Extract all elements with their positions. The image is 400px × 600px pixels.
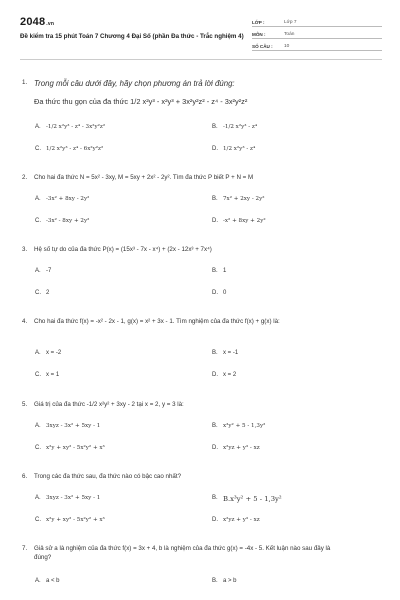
option-c[interactable] xyxy=(35,372,59,378)
option-d[interactable] xyxy=(212,445,260,451)
option-a[interactable] xyxy=(35,423,100,429)
option-d[interactable] xyxy=(212,146,255,152)
option-d[interactable] xyxy=(212,290,226,296)
meta-value: Toán xyxy=(284,31,295,37)
option-letter: B. xyxy=(212,196,218,202)
option-text: x = 2 xyxy=(223,372,237,378)
option-text: a > b xyxy=(223,578,237,584)
question-text: Cho hai đa thức f(x) = -x² - 2x - 1, g(x) = x² + 3x - 1. Tìm nghiệm của đa thức f(x) + g(x) là: xyxy=(34,318,280,325)
option-text: x = -2 xyxy=(46,350,62,356)
option-text: 1/2 x²y³ - z⁴ - 6x²y²z² xyxy=(46,146,104,152)
option-letter: A. xyxy=(35,124,41,130)
option-text: -x² + 8xy + 2y² xyxy=(223,218,266,224)
option-letter: B. xyxy=(212,268,218,274)
option-c[interactable] xyxy=(35,445,105,451)
question-number: 6. xyxy=(22,473,28,480)
option-text: x²yz + y³ - xz xyxy=(223,445,260,451)
question-4 xyxy=(20,318,382,327)
option-letter: D. xyxy=(212,146,218,152)
option-letter: B. xyxy=(212,578,218,584)
meta-label: LỚP : xyxy=(252,19,265,25)
option-letter: C. xyxy=(35,218,41,224)
option-letter: B. xyxy=(212,350,218,356)
option-text: x = 1 xyxy=(46,372,60,378)
option-c[interactable] xyxy=(35,218,89,224)
site-logo[interactable] xyxy=(20,16,54,28)
question-7 xyxy=(20,545,382,562)
option-letter: D. xyxy=(212,517,218,523)
option-letter: C. xyxy=(35,146,41,152)
option-b[interactable] xyxy=(212,495,282,503)
option-letter: C. xyxy=(35,517,41,523)
option-text: 0 xyxy=(223,290,227,296)
option-c[interactable] xyxy=(35,290,49,296)
question-6 xyxy=(20,473,382,482)
option-letter: A. xyxy=(35,350,41,356)
question-number: 5. xyxy=(22,401,28,408)
option-text: -1/2 x²y³ - z⁴ - 3x²y²z² xyxy=(46,124,106,130)
question-text: Giá trị của đa thức -1/2 x²y² + 3xy - 2 tại x = 2, y = 3 là: xyxy=(34,401,184,408)
option-a[interactable] xyxy=(35,578,60,584)
option-letter: D. xyxy=(212,372,218,378)
option-letter: D. xyxy=(212,445,218,451)
option-letter: A. xyxy=(35,268,41,274)
document-title: Đề kiểm tra 15 phút Toán 7 Chương 4 Đại Số (phần Đa thức - Trắc nghiệm 4) xyxy=(20,33,244,40)
meta-row-subject xyxy=(252,28,382,39)
option-text: 3xyz - 3x² + 5xy - 1 xyxy=(46,423,101,429)
option-letter: C. xyxy=(35,372,41,378)
option-text: 1/2 x²y³ - z⁴ xyxy=(223,146,256,152)
option-text: a < b xyxy=(46,578,60,584)
question-number: 3. xyxy=(22,246,28,253)
option-letter: C. xyxy=(35,445,41,451)
option-text: 1 xyxy=(223,268,227,274)
option-d[interactable] xyxy=(212,372,236,378)
question-text: Cho hai đa thức N = 5x² - 3xy, M = 5xy + 2x² - 2y². Tìm đa thức P biết P + N = M xyxy=(34,174,254,181)
option-letter: A. xyxy=(35,196,41,202)
question-1 xyxy=(20,79,382,106)
meta-value: Lớp 7 xyxy=(284,19,297,25)
option-text: x = -1 xyxy=(223,350,239,356)
option-b[interactable] xyxy=(212,578,237,584)
option-letter: D. xyxy=(212,290,218,296)
option-letter: A. xyxy=(35,423,41,429)
question-number: 4. xyxy=(22,318,28,325)
option-b[interactable] xyxy=(212,196,264,202)
question-text: Đa thức thu gọn của đa thức 1/2 x²y³ - x²y³ + 3x²y²z² - z⁴ - 3x²y²z² xyxy=(34,97,248,106)
option-text: 2 xyxy=(46,290,50,296)
header-divider xyxy=(20,59,382,60)
question-2 xyxy=(20,174,382,183)
meta-row-class xyxy=(252,16,382,27)
meta-label: SỐ CÂU : xyxy=(252,43,273,49)
option-d[interactable] xyxy=(212,218,266,224)
question-text: Giả sử a là nghiệm của đa thức f(x) = 3x + 4, b là nghiệm của đa thức g(x) = -4x - 5. Kết luận nào sau đây là đúng? xyxy=(34,545,331,561)
question-number: 1. xyxy=(22,79,28,86)
option-c[interactable] xyxy=(35,146,103,152)
option-a[interactable] xyxy=(35,268,51,274)
option-letter: D. xyxy=(212,218,218,224)
logo-domain: .vn xyxy=(46,21,55,27)
option-text: x²y + xy² - 5x²y² + x³ xyxy=(46,445,105,451)
option-text: -3x² + 8xy - 2y² xyxy=(46,196,90,202)
option-letter: B. xyxy=(212,495,218,501)
question-instruction: Trong mỗi câu dưới đây, hãy chọn phương án trả lời đúng: xyxy=(34,79,235,88)
option-text: x²yz + y³ - xz xyxy=(223,517,260,523)
question-number: 2. xyxy=(22,174,28,181)
option-a[interactable] xyxy=(35,495,100,501)
option-text: 3xyz - 3x² + 5xy - 1 xyxy=(46,495,101,501)
option-text: B.x³y² + 5 - 1,3y² xyxy=(223,495,282,503)
option-letter: B. xyxy=(212,124,218,130)
meta-value: 10 xyxy=(284,43,290,49)
question-5 xyxy=(20,401,382,410)
option-c[interactable] xyxy=(35,517,105,523)
logo-text: 2048 xyxy=(20,16,46,28)
option-text: 7x² + 2xy - 2y² xyxy=(223,196,265,202)
option-text: -1/2 x²y³ - z⁴ xyxy=(223,124,258,130)
option-d[interactable] xyxy=(212,517,260,523)
option-letter: A. xyxy=(35,495,41,501)
question-3 xyxy=(20,246,382,255)
option-letter: B. xyxy=(212,423,218,429)
option-a[interactable] xyxy=(35,350,61,356)
question-text: Trong các đa thức sau, đa thức nào có bậc cao nhất? xyxy=(34,473,182,480)
option-a[interactable] xyxy=(35,196,89,202)
option-letter: C. xyxy=(35,290,41,296)
option-letter: A. xyxy=(35,578,41,584)
question-number: 7. xyxy=(22,545,28,552)
option-b[interactable] xyxy=(212,268,226,274)
option-a[interactable] xyxy=(35,124,105,130)
option-text: x³y² + 5 - 1,3y² xyxy=(223,423,266,429)
option-b[interactable] xyxy=(212,124,257,130)
option-text: -7 xyxy=(46,268,52,274)
option-b[interactable] xyxy=(212,423,265,429)
meta-table xyxy=(252,16,382,52)
meta-row-count xyxy=(252,40,382,51)
option-b[interactable] xyxy=(212,350,238,356)
meta-label: MÔN : xyxy=(252,31,266,37)
option-text: x²y + xy² - 5x²y² + x³ xyxy=(46,517,105,523)
question-text: Hệ số tự do của đa thức P(x) = (15x³ - 7x - x⁴) + (2x - 12x³ + 7x⁴) xyxy=(34,246,212,253)
option-text: -3x² - 8xy + 2y² xyxy=(46,218,90,224)
